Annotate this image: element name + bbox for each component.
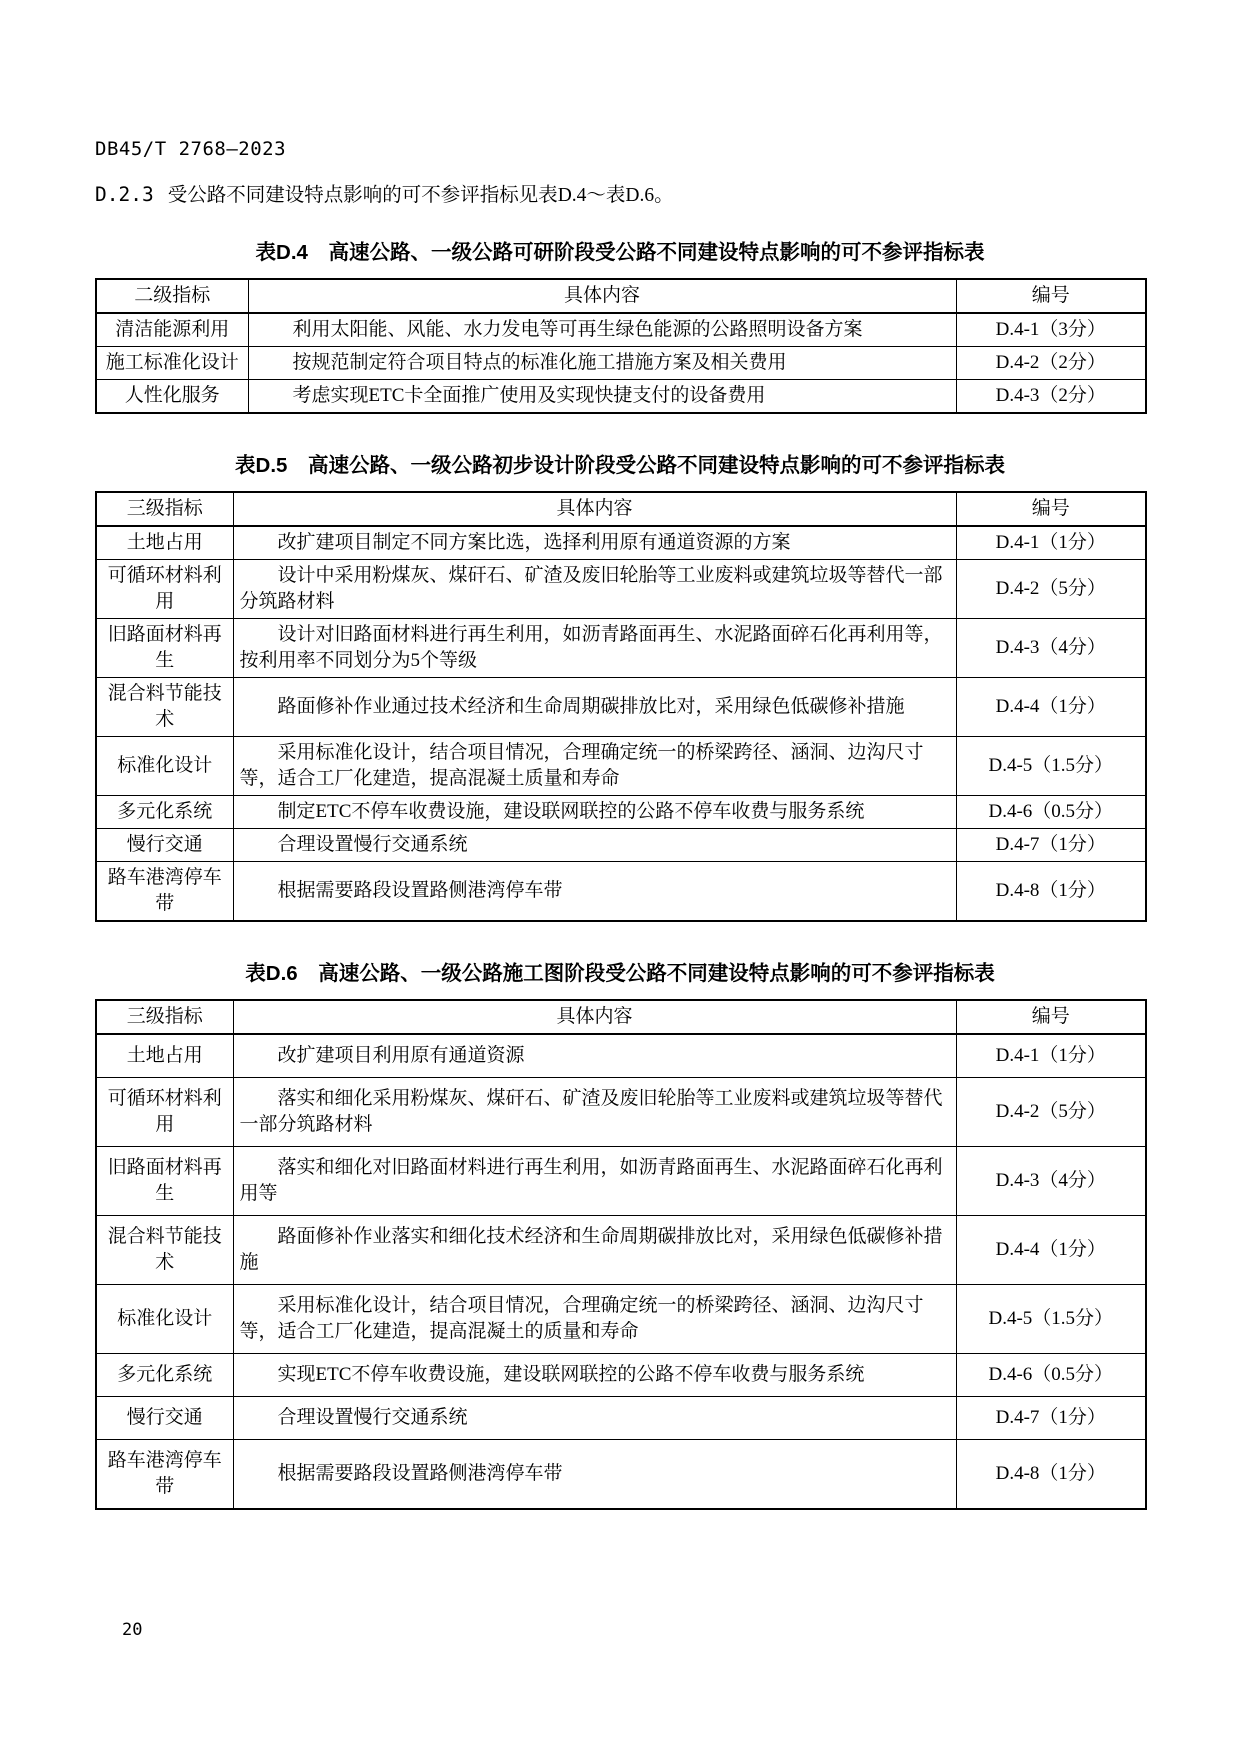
content-cell: 路面修补作业通过技术经济和生命周期碳排放比对，采用绿色低碳修补措施 — [233, 678, 956, 737]
page-content — [95, 0, 1145, 1510]
indicator-cell: 标准化设计 — [96, 737, 233, 796]
table-row — [96, 1285, 1146, 1354]
indicator-cell: 旧路面材料再生 — [96, 619, 233, 678]
code-cell: D.4-2（2分） — [956, 347, 1146, 380]
indicator-cell: 人性化服务 — [96, 380, 248, 414]
table-row — [96, 796, 1146, 829]
content-cell: 设计中采用粉煤灰、煤矸石、矿渣及废旧轮胎等工业废料或建筑垃圾等替代一部分筑路材料 — [233, 560, 956, 619]
code-cell: D.4-2（5分） — [956, 1078, 1146, 1147]
indicator-cell: 可循环材料利用 — [96, 560, 233, 619]
document-code: DB45/T 2768—2023 — [95, 138, 287, 160]
content-cell: 利用太阳能、风能、水力发电等可再生绿色能源的公路照明设备方案 — [248, 313, 956, 347]
clause-paragraph — [95, 182, 1145, 209]
column-header: 编号 — [956, 1000, 1146, 1034]
code-cell: D.4-3（2分） — [956, 380, 1146, 414]
column-header: 具体内容 — [233, 492, 956, 526]
indicator-cell: 可循环材料利用 — [96, 1078, 233, 1147]
content-cell: 实现ETC不停车收费设施，建设联网联控的公路不停车收费与服务系统 — [233, 1354, 956, 1397]
code-cell: D.4-3（4分） — [956, 619, 1146, 678]
content-cell: 根据需要路段设置路侧港湾停车带 — [233, 1440, 956, 1510]
table-row — [96, 1354, 1146, 1397]
indicator-cell: 路车港湾停车带 — [96, 862, 233, 922]
table-row — [96, 1147, 1146, 1216]
code-cell: D.4-1（1分） — [956, 526, 1146, 560]
content-cell: 根据需要路段设置路侧港湾停车带 — [233, 862, 956, 922]
table-row — [96, 380, 1146, 414]
content-cell: 设计对旧路面材料进行再生利用，如沥青路面再生、水泥路面碎石化再利用等，按利用率不同划分为5个等级 — [233, 619, 956, 678]
code-cell: D.4-8（1分） — [956, 862, 1146, 922]
code-cell: D.4-7（1分） — [956, 1397, 1146, 1440]
table-row — [96, 347, 1146, 380]
table-row — [96, 1397, 1146, 1440]
code-cell: D.4-6（0.5分） — [956, 1354, 1146, 1397]
code-cell: D.4-4（1分） — [956, 678, 1146, 737]
content-cell: 路面修补作业落实和细化技术经济和生命周期碳排放比对，采用绿色低碳修补措施 — [233, 1216, 956, 1285]
table-d6 — [95, 999, 1147, 1510]
table-row — [96, 1034, 1146, 1078]
table-row — [96, 862, 1146, 922]
column-header: 具体内容 — [233, 1000, 956, 1034]
content-cell: 改扩建项目制定不同方案比选，选择利用原有通道资源的方案 — [233, 526, 956, 560]
content-cell: 落实和细化采用粉煤灰、煤矸石、矿渣及废旧轮胎等工业废料或建筑垃圾等替代一部分筑路材料 — [233, 1078, 956, 1147]
table-row — [96, 829, 1146, 862]
code-cell: D.4-5（1.5分） — [956, 737, 1146, 796]
content-cell: 落实和细化对旧路面材料进行再生利用，如沥青路面再生、水泥路面碎石化再利用等 — [233, 1147, 956, 1216]
column-header: 二级指标 — [96, 279, 248, 313]
table-row — [96, 1216, 1146, 1285]
indicator-cell: 旧路面材料再生 — [96, 1147, 233, 1216]
content-cell: 考虑实现ETC卡全面推广使用及实现快捷支付的设备费用 — [248, 380, 956, 414]
content-cell: 采用标准化设计，结合项目情况，合理确定统一的桥梁跨径、涵洞、边沟尺寸等，适合工厂化建造，提高混凝土质量和寿命 — [233, 737, 956, 796]
table-d5 — [95, 491, 1147, 922]
content-cell: 采用标准化设计，结合项目情况，合理确定统一的桥梁跨径、涵洞、边沟尺寸等，适合工厂化建造，提高混凝土的质量和寿命 — [233, 1285, 956, 1354]
table-row — [96, 526, 1146, 560]
content-cell: 合理设置慢行交通系统 — [233, 1397, 956, 1440]
indicator-cell: 多元化系统 — [96, 796, 233, 829]
code-cell: D.4-6（0.5分） — [956, 796, 1146, 829]
table-header-row — [96, 1000, 1146, 1034]
indicator-cell: 混合料节能技术 — [96, 1216, 233, 1285]
indicator-cell: 土地占用 — [96, 1034, 233, 1078]
column-header: 具体内容 — [248, 279, 956, 313]
table-d6-title: 表D.6 高速公路、一级公路施工图阶段受公路不同建设特点影响的可不参评指标表 — [245, 962, 995, 986]
code-cell: D.4-2（5分） — [956, 560, 1146, 619]
indicator-cell: 施工标准化设计 — [96, 347, 248, 380]
table-row — [96, 619, 1146, 678]
column-header: 编号 — [956, 279, 1146, 313]
indicator-cell: 路车港湾停车带 — [96, 1440, 233, 1510]
indicator-cell: 慢行交通 — [96, 1397, 233, 1440]
clause-number: D.2.3 — [95, 183, 154, 206]
code-cell: D.4-1（1分） — [956, 1034, 1146, 1078]
content-cell: 按规范制定符合项目特点的标准化施工措施方案及相关费用 — [248, 347, 956, 380]
table-d5-title: 表D.5 高速公路、一级公路初步设计阶段受公路不同建设特点影响的可不参评指标表 — [235, 454, 1005, 478]
table-d4-title: 表D.4 高速公路、一级公路可研阶段受公路不同建设特点影响的可不参评指标表 — [255, 241, 985, 265]
indicator-cell: 混合料节能技术 — [96, 678, 233, 737]
indicator-cell: 多元化系统 — [96, 1354, 233, 1397]
table-d4 — [95, 278, 1147, 414]
page-number: 20 — [122, 1620, 143, 1640]
code-cell: D.4-8（1分） — [956, 1440, 1146, 1510]
content-cell: 合理设置慢行交通系统 — [233, 829, 956, 862]
column-header: 三级指标 — [96, 1000, 233, 1034]
code-cell: D.4-5（1.5分） — [956, 1285, 1146, 1354]
code-cell: D.4-3（4分） — [956, 1147, 1146, 1216]
indicator-cell: 土地占用 — [96, 526, 233, 560]
clause-text: 受公路不同建设特点影响的可不参评指标见表D.4～表D.6。 — [167, 185, 674, 206]
indicator-cell: 标准化设计 — [96, 1285, 233, 1354]
content-cell: 制定ETC不停车收费设施，建设联网联控的公路不停车收费与服务系统 — [233, 796, 956, 829]
column-header: 三级指标 — [96, 492, 233, 526]
table-row — [96, 678, 1146, 737]
indicator-cell: 清洁能源利用 — [96, 313, 248, 347]
code-cell: D.4-4（1分） — [956, 1216, 1146, 1285]
code-cell: D.4-1（3分） — [956, 313, 1146, 347]
content-cell: 改扩建项目利用原有通道资源 — [233, 1034, 956, 1078]
code-cell: D.4-7（1分） — [956, 829, 1146, 862]
column-header: 编号 — [956, 492, 1146, 526]
table-row — [96, 560, 1146, 619]
table-row — [96, 737, 1146, 796]
table-header-row — [96, 279, 1146, 313]
table-row — [96, 1078, 1146, 1147]
table-header-row — [96, 492, 1146, 526]
table-row — [96, 1440, 1146, 1510]
indicator-cell: 慢行交通 — [96, 829, 233, 862]
table-row — [96, 313, 1146, 347]
